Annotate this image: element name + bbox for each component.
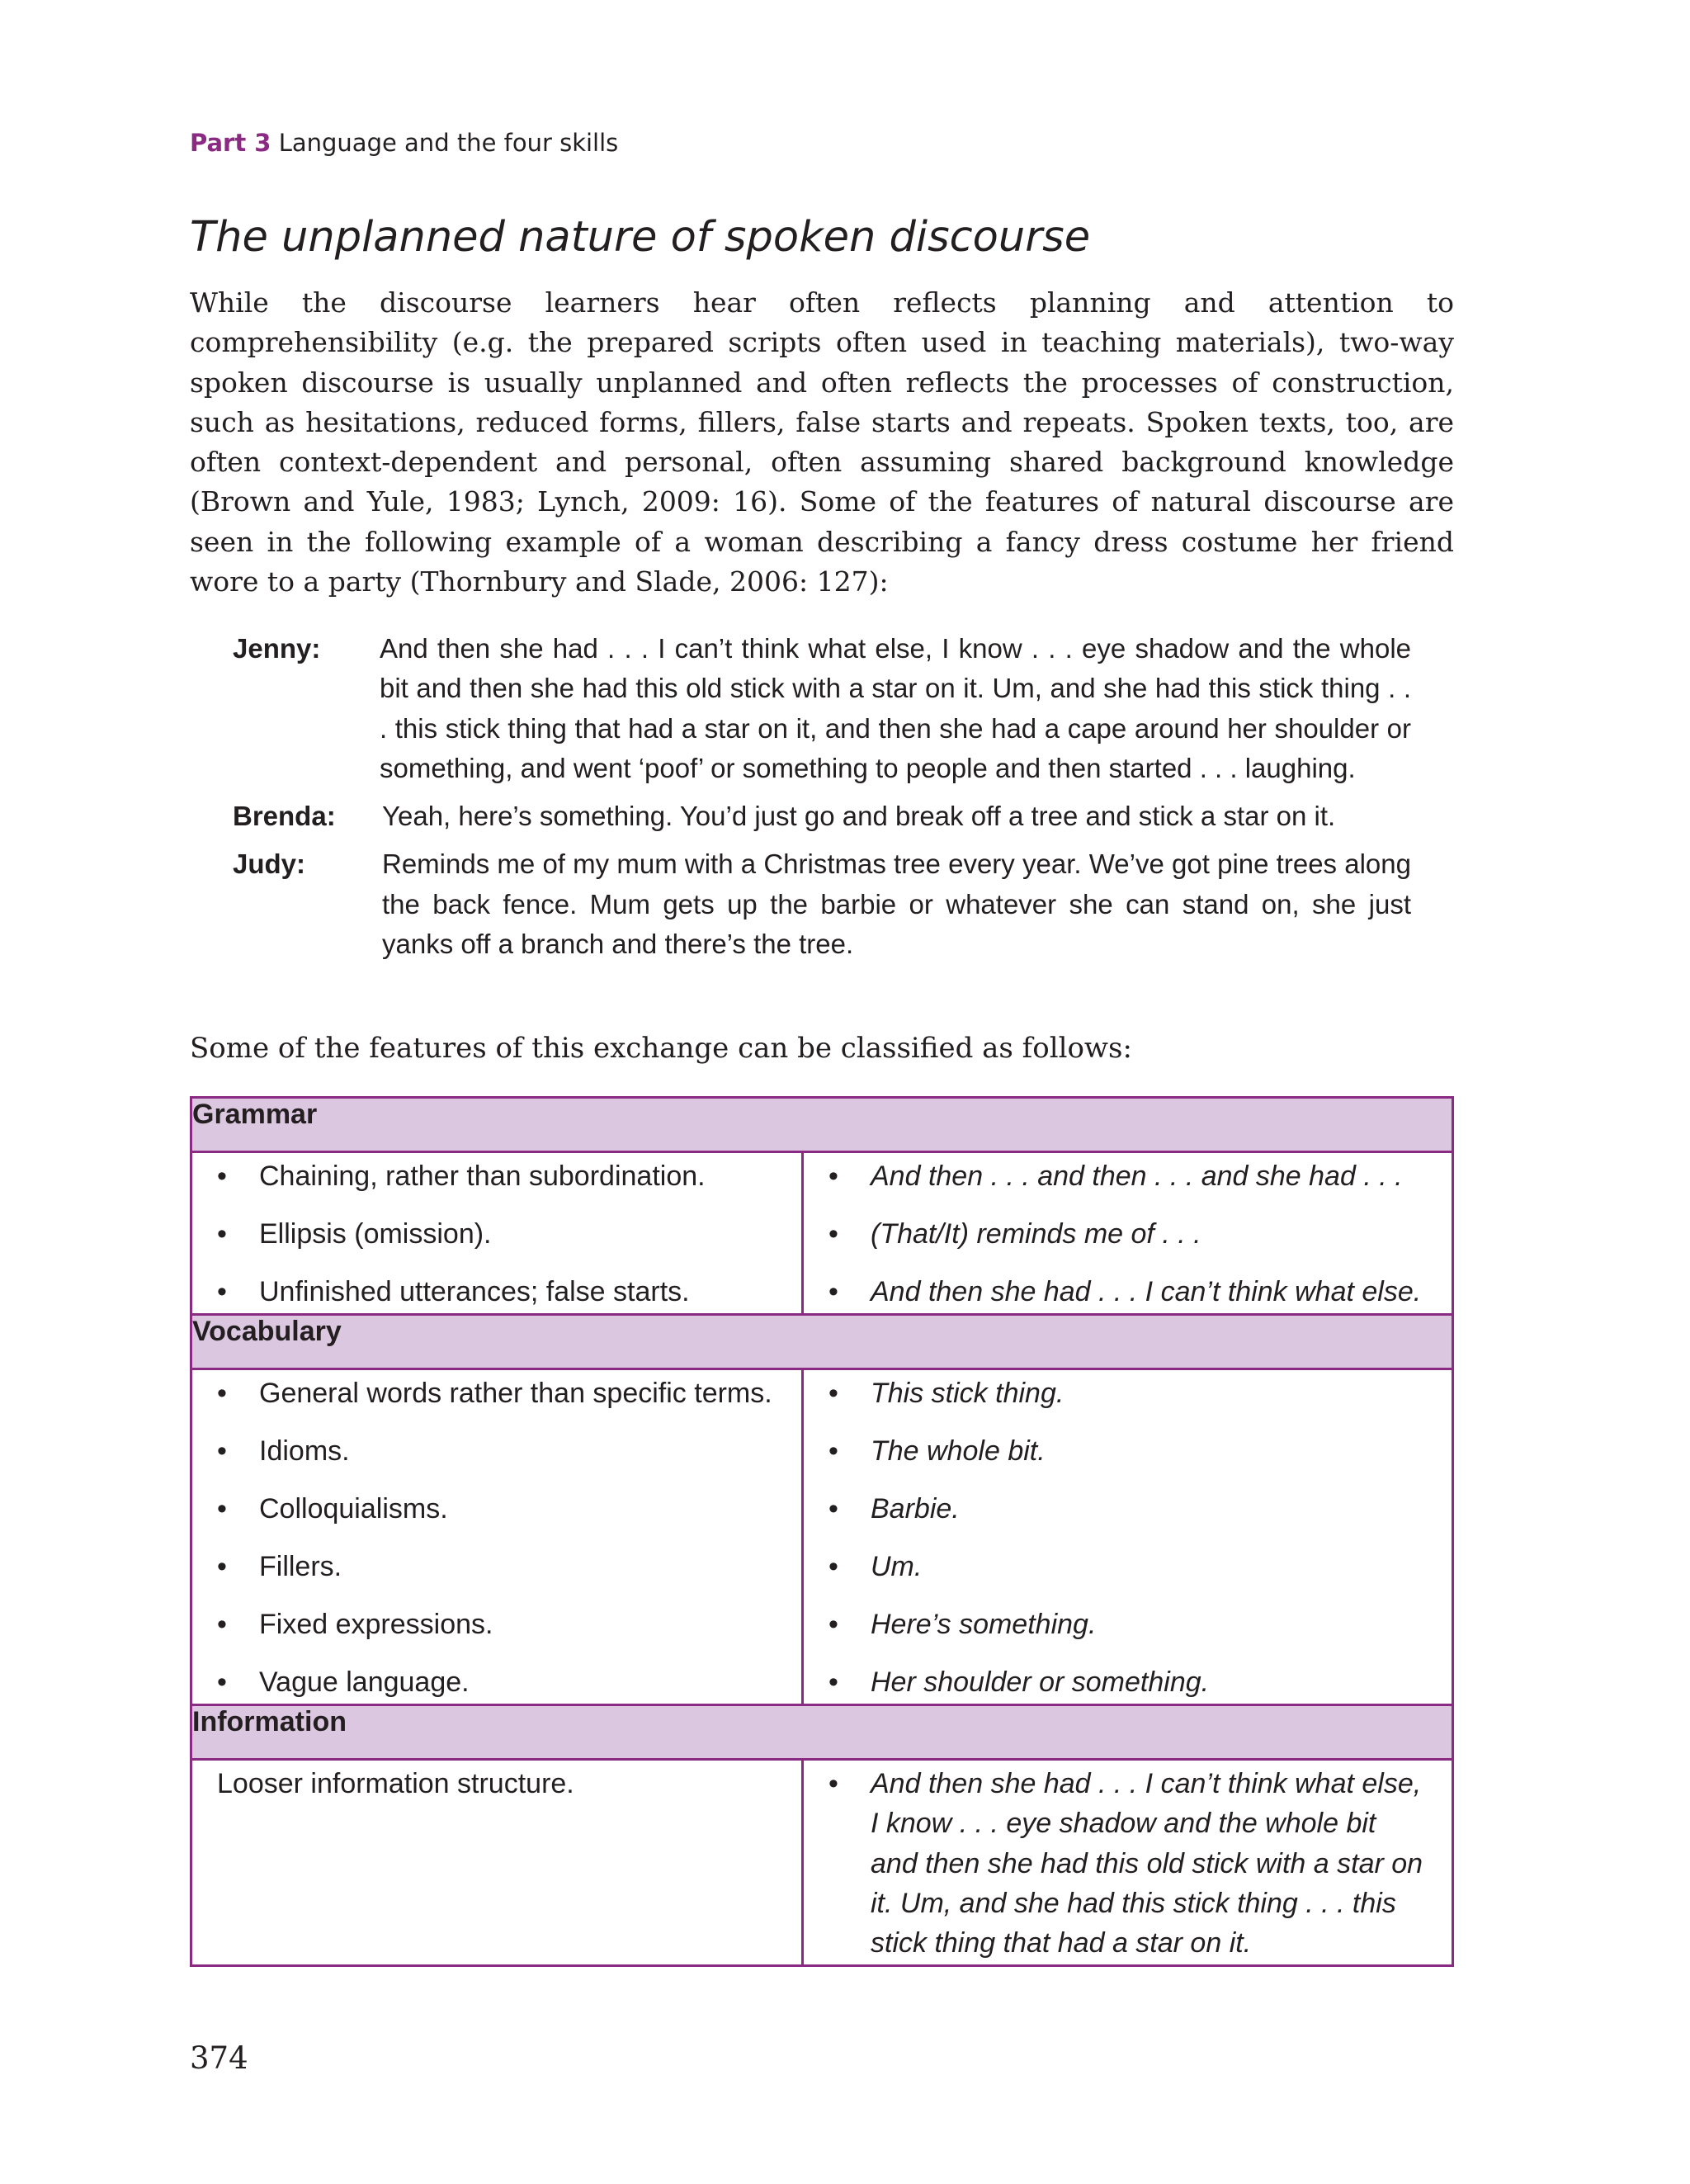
feature-item: • Fillers. <box>192 1547 801 1586</box>
utterance-text: Reminds me of my mum with a Christmas tree every year. We’ve got pine trees along the back fence. Mum gets up the barbie or whatever she can stand on, she just yanks off a branch and there’s the tree. <box>382 849 1411 960</box>
speaker-name: Jenny: <box>233 633 321 664</box>
table-row <box>191 1152 1453 1315</box>
running-head-part: Part 3 <box>190 129 271 157</box>
utterance-text: And then she had . . . I can’t think what else, I know . . . eye shadow and the whole bit and then she had this old stick with a star on it. Um, and she had this stick thing . . . this stick thing that had a star on it, and then she had a cape around her shoulder or something, and went ‘poof’ or something to people and then started . . . laughing. <box>380 633 1411 783</box>
features-cell <box>191 1760 803 1966</box>
feature-item: • Chaining, rather than subordination. <box>192 1156 801 1196</box>
category-row-grammar <box>191 1098 1453 1152</box>
feature-item: • General words rather than specific terms. <box>192 1373 801 1413</box>
category-heading: Vocabulary <box>191 1315 1453 1369</box>
category-heading: Grammar <box>191 1098 1453 1152</box>
feature-item: • Idioms. <box>192 1431 801 1471</box>
category-row-information <box>191 1705 1453 1760</box>
features-table <box>190 1096 1454 1967</box>
dialogue-turn-jenny <box>233 629 1411 788</box>
speaker-name: Brenda: <box>233 801 336 832</box>
example-item: • (That/It) reminds me of . . . <box>804 1214 1452 1254</box>
examples-cell <box>803 1369 1453 1705</box>
section-title: The unplanned nature of spoken discourse <box>190 213 1091 262</box>
example-item: • Barbie. <box>804 1489 1452 1529</box>
example-item: • The whole bit. <box>804 1431 1452 1471</box>
feature-item: • Unfinished utterances; false starts. <box>192 1272 801 1312</box>
dialogue-turn-judy <box>233 844 1411 964</box>
running-head <box>190 129 618 157</box>
example-item: • This stick thing. <box>804 1373 1452 1413</box>
features-cell <box>191 1369 803 1705</box>
utterance-text: Yeah, here’s something. You’d just go and break off a tree and stick a star on it. <box>382 801 1336 832</box>
example-item: • Here’s something. <box>804 1605 1452 1644</box>
examples-cell <box>803 1152 1453 1315</box>
category-heading: Information <box>191 1705 1453 1760</box>
table-row <box>191 1760 1453 1966</box>
feature-item: Looser information structure. <box>217 1768 574 1799</box>
features-cell <box>191 1152 803 1315</box>
example-item: • Her shoulder or something. <box>804 1662 1452 1702</box>
example-item: • And then she had . . . I can’t think what else. <box>804 1272 1452 1312</box>
feature-item: • Ellipsis (omission). <box>192 1214 801 1254</box>
running-head-title: Language and the four skills <box>278 129 619 157</box>
feature-item: • Fixed expressions. <box>192 1605 801 1644</box>
table-intro-line: Some of the features of this exchange can be classified as follows: <box>190 1032 1132 1065</box>
table-row <box>191 1369 1453 1705</box>
dialogue-excerpt <box>233 629 1411 972</box>
example-item: • Um. <box>804 1547 1452 1586</box>
page-number: 374 <box>190 2040 248 2076</box>
dialogue-turn-brenda <box>233 797 1411 836</box>
examples-cell <box>803 1760 1453 1966</box>
feature-item: • Colloquialisms. <box>192 1489 801 1529</box>
example-item: • And then . . . and then . . . and she had . . . <box>804 1156 1452 1196</box>
feature-item: • Vague language. <box>192 1662 801 1702</box>
body-paragraph: While the discourse learners hear often reflects planning and attention to comprehensibility (e.g. the prepared scripts often used in teaching materials), two-way spoken discourse is usually unplanned and often reflects the processes of construction, such as hesitations, reduced forms, fillers, false starts and repeats. Spoken texts, too, are often context-dependent and personal, often assuming shared background knowledge (Brown and Yule, 1983; Lynch, 2009: 16). Some of the features of natural discourse are seen in the following example of a woman describing a fancy dress costume her friend wore to a party (Thornbury and Slade, 2006: 127): <box>190 286 1454 598</box>
category-row-vocabulary <box>191 1315 1453 1369</box>
example-item: • And then she had . . . I can’t think what else, I know . . . eye shadow and the whole bit and then she had this old stick with a star on it. Um, and she had this stick thing . . . this stick thing that had a star on it. <box>804 1764 1452 1963</box>
speaker-name: Judy: <box>233 849 306 880</box>
